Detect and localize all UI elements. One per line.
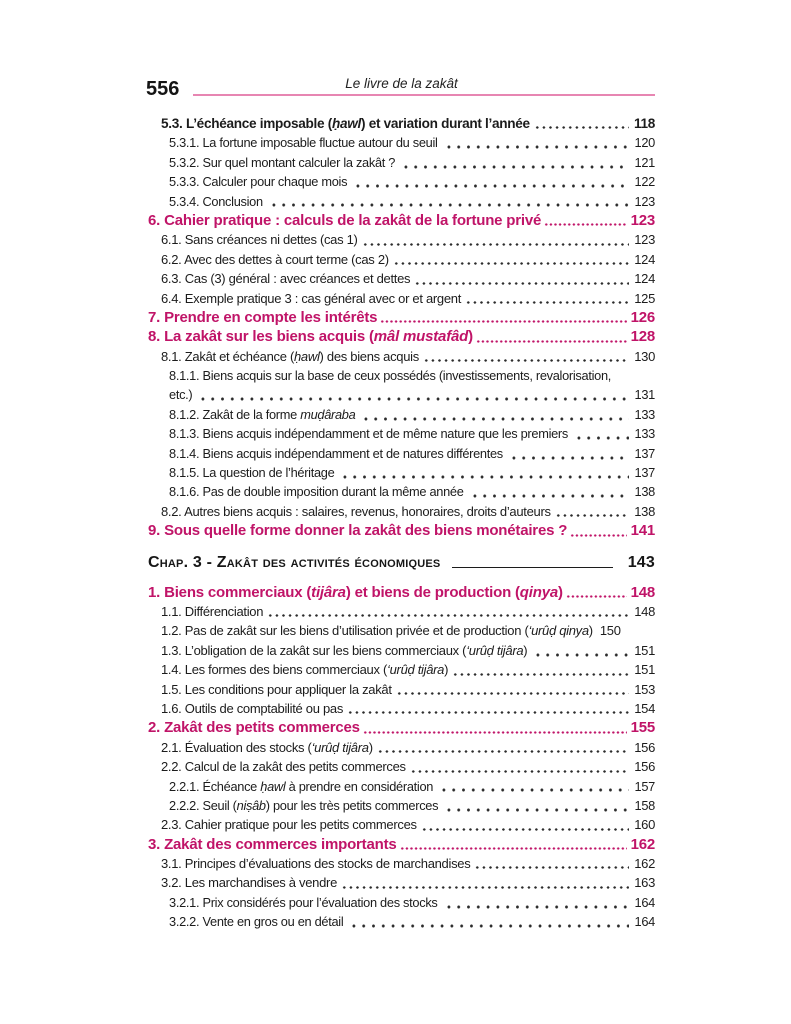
toc-entry-page: 163 bbox=[634, 875, 655, 891]
leader-dots bbox=[570, 521, 626, 540]
leader-dots bbox=[362, 230, 630, 249]
toc-entry bbox=[148, 444, 655, 463]
leader-dots bbox=[361, 405, 628, 424]
toc-entry bbox=[148, 502, 655, 521]
toc-entry-text-plain: 1.3. L’obligation de la zakât sur les biens commerciaux ( bbox=[161, 642, 467, 658]
leader-dots bbox=[509, 444, 629, 463]
toc-entry-text bbox=[169, 153, 395, 172]
toc-entry-text-plain: 1. Biens commerciaux ( bbox=[148, 583, 312, 601]
toc-entry-text bbox=[161, 347, 419, 366]
toc-entry-text bbox=[169, 444, 503, 463]
toc-entry-page: 160 bbox=[634, 817, 655, 833]
leader-dots bbox=[349, 912, 628, 931]
leader-dots bbox=[414, 269, 629, 288]
leader-dots bbox=[267, 602, 629, 621]
toc-entry bbox=[148, 854, 655, 873]
toc-entry-text bbox=[169, 482, 464, 501]
toc-entry-page: 124 bbox=[634, 251, 655, 267]
toc-entry-page: 126 bbox=[630, 308, 655, 326]
toc-entry-text-italic: ḥawl bbox=[260, 778, 286, 794]
toc-entry bbox=[148, 133, 655, 152]
toc-entry-text bbox=[169, 796, 438, 815]
toc-entry-page: 141 bbox=[630, 522, 655, 540]
toc-entry-page: 123 bbox=[634, 232, 655, 248]
toc-entry bbox=[148, 347, 655, 366]
toc-entry-text bbox=[161, 815, 417, 834]
toc-entry-text-plain: 8.2. Autres biens acquis : salaires, revenus, honoraires, droits d’auteurs bbox=[161, 503, 551, 519]
toc-entry-text-plain: 3. Zakât des commerces importants bbox=[148, 835, 397, 853]
toc-entry-text bbox=[169, 133, 438, 152]
toc-entry bbox=[148, 583, 655, 602]
toc-entry-text-plain: 1.1. Différenciation bbox=[161, 603, 264, 619]
toc-entry-text bbox=[148, 718, 360, 737]
toc-entry-page: 151 bbox=[634, 642, 655, 658]
toc-entry-page: 164 bbox=[634, 894, 655, 910]
leader-dots bbox=[353, 172, 628, 191]
toc-entry bbox=[148, 602, 655, 621]
toc-entry-page: 158 bbox=[634, 797, 655, 813]
toc-entry bbox=[148, 660, 655, 679]
leader-dots bbox=[533, 641, 628, 660]
toc-entry-text-plain: etc.) bbox=[169, 387, 193, 403]
toc-entry-text-plain: 6.2. Avec des dettes à court terme (cas 2) bbox=[161, 251, 389, 267]
leader-dots bbox=[555, 502, 630, 521]
toc-entry-text-plain: 6.1. Sans créances ni dettes (cas 1) bbox=[161, 232, 358, 248]
toc-entry-text-plain: ) pour les très petits commerces bbox=[265, 797, 439, 813]
toc-entry-page: 153 bbox=[634, 681, 655, 697]
leader-dots bbox=[474, 854, 629, 873]
leader-dots bbox=[347, 699, 629, 718]
leader-dots bbox=[400, 835, 627, 854]
toc-entry-text bbox=[161, 114, 530, 133]
toc-entry-page: 157 bbox=[634, 778, 655, 794]
leader-dots bbox=[534, 114, 629, 133]
toc-entry-text-plain: 1.5. Les conditions pour appliquer la zakât bbox=[161, 681, 392, 697]
leader-dots bbox=[423, 347, 629, 366]
header-rule bbox=[193, 94, 655, 96]
toc-entry-text bbox=[161, 738, 373, 757]
toc-entry-text bbox=[148, 521, 567, 540]
leader-dots bbox=[340, 463, 628, 482]
toc-entry bbox=[148, 250, 655, 269]
toc-entry-text-plain: ) et variation durant l’année bbox=[360, 116, 530, 131]
toc-entry-text bbox=[169, 192, 263, 211]
toc-entry-text bbox=[148, 308, 377, 327]
toc-entry-page: 120 bbox=[634, 135, 655, 151]
toc-entry-text-plain: Chap. 3 - Zakât des activités économiques bbox=[148, 553, 441, 571]
toc-entry-page: 130 bbox=[634, 348, 655, 364]
toc-entry-text bbox=[148, 583, 563, 602]
toc-entry-page: 128 bbox=[630, 328, 655, 346]
toc-entry-page: 156 bbox=[634, 739, 655, 755]
page-header bbox=[148, 76, 655, 113]
leader-dots bbox=[444, 796, 628, 815]
leader-dots bbox=[393, 250, 629, 269]
toc-entry-text-plain: 3.2.2. Vente en gros ou en détail bbox=[169, 914, 344, 930]
toc-entry bbox=[148, 153, 655, 172]
toc-entry-text-plain: 3.1. Principes d’évaluations des stocks de marchandises bbox=[161, 856, 471, 872]
toc-entry-text bbox=[161, 757, 406, 776]
toc-entry-text-plain: ) bbox=[557, 583, 563, 601]
toc-entry-text-plain: ) bbox=[444, 662, 449, 678]
toc-entry-text bbox=[161, 680, 392, 699]
toc-entry-text-plain: ) bbox=[523, 642, 528, 658]
running-title: Le livre de la zakât bbox=[345, 76, 458, 91]
toc-entry-text-plain: 6.4. Exemple pratique 3 : cas général avec or et argent bbox=[161, 290, 462, 306]
toc-entry bbox=[148, 641, 655, 660]
toc-entry-page: 148 bbox=[630, 583, 655, 601]
toc-entry-text-italic: ‘urûḍ tijâra bbox=[466, 642, 524, 658]
toc-entry bbox=[148, 327, 655, 346]
toc-entry-text-plain: 3.2.1. Prix considérés pour l’évaluation des stocks bbox=[169, 894, 438, 910]
toc-entry bbox=[148, 192, 655, 211]
toc-entry-text-plain: 8.1. Zakât et échéance ( bbox=[161, 348, 294, 364]
leader-dots bbox=[401, 153, 628, 172]
toc-entry-text bbox=[148, 327, 473, 346]
toc-entry bbox=[148, 230, 655, 249]
toc-entry-page: 125 bbox=[634, 290, 655, 306]
toc-entry bbox=[148, 172, 655, 191]
toc-entry bbox=[148, 815, 655, 834]
toc-entry-text-italic: ‘urûḍ qinya bbox=[528, 623, 589, 639]
toc-entry-text-plain: 8. La zakât sur les biens acquis ( bbox=[148, 328, 374, 346]
toc-entry-text-plain: 8.1.1. Biens acquis sur la base de ceux possédés (investissements, revalorisation, bbox=[169, 368, 612, 384]
toc-entry bbox=[148, 835, 655, 854]
toc-entry bbox=[148, 718, 655, 737]
toc-entry-text-plain: 5.3.4. Conclusion bbox=[169, 193, 263, 209]
table-of-contents bbox=[148, 114, 655, 932]
leader-dots bbox=[566, 583, 627, 602]
leader-dots bbox=[269, 192, 629, 211]
toc-entry-text-plain: 6.3. Cas (3) général : avec créances et dettes bbox=[161, 271, 411, 287]
toc-entry-page: 137 bbox=[634, 465, 655, 481]
toc-entry-text-plain: 8.1.4. Biens acquis indépendamment et de natures différentes bbox=[169, 445, 503, 461]
toc-entry-page: 156 bbox=[634, 759, 655, 775]
toc-entry-page: 138 bbox=[634, 503, 655, 519]
leader-dots bbox=[377, 738, 629, 757]
toc-entry-text bbox=[161, 502, 551, 521]
toc-entry-text-plain: 5.3.1. La fortune imposable fluctue autour du seuil bbox=[169, 135, 438, 151]
toc-entry-text bbox=[161, 602, 263, 621]
leader-dots bbox=[444, 133, 629, 152]
toc-entry-text-italic: ‘urûḍ tijâra bbox=[387, 662, 445, 678]
leader-dots bbox=[452, 660, 629, 679]
toc-entry bbox=[148, 405, 655, 424]
toc-entry-page: 133 bbox=[634, 426, 655, 442]
leader-dots bbox=[470, 482, 629, 501]
toc-entry bbox=[148, 463, 655, 482]
toc-entry-text bbox=[161, 230, 358, 249]
toc-entry-page: 133 bbox=[634, 406, 655, 422]
toc-entry-text-plain: ) des biens acquis bbox=[319, 348, 419, 364]
toc-entry-text bbox=[161, 873, 337, 892]
toc-entry-text bbox=[169, 172, 347, 191]
toc-entry-text-plain: 3.2. Les marchandises à vendre bbox=[161, 875, 337, 891]
toc-entry-page: 131 bbox=[634, 387, 655, 403]
leader-dots bbox=[363, 718, 627, 737]
toc-entry-text-plain: 8.1.2. Zakât de la forme bbox=[169, 406, 301, 422]
toc-entry-text-italic: ‘urûḍ tijâra bbox=[311, 739, 369, 755]
toc-entry bbox=[148, 621, 655, 640]
toc-entry bbox=[148, 912, 655, 931]
toc-entry-page: 138 bbox=[634, 484, 655, 500]
toc-entry-text bbox=[161, 289, 461, 308]
leader-dots bbox=[465, 289, 629, 308]
toc-entry-page: 123 bbox=[630, 211, 655, 229]
toc-entry-text-italic: ḥawl bbox=[294, 348, 320, 364]
toc-entry-text-plain: 5.3. L’échéance imposable ( bbox=[161, 116, 332, 131]
toc-entry bbox=[148, 893, 655, 912]
toc-entry-text-plain: 5.3.2. Sur quel montant calculer la zakât ? bbox=[169, 154, 396, 170]
toc-entry-text-plain: 5.3.3. Calculer pour chaque mois bbox=[169, 174, 348, 190]
toc-entry-text-plain: 8.1.5. La question de l’héritage bbox=[169, 465, 335, 481]
leader-dots bbox=[574, 424, 629, 443]
toc-entry-text bbox=[148, 835, 397, 854]
toc-entry bbox=[148, 308, 655, 327]
toc-entry-page: 155 bbox=[630, 719, 655, 737]
toc-entry-page: 122 bbox=[634, 174, 655, 190]
toc-entry-text bbox=[169, 366, 611, 385]
toc-entry-text-plain: 2.2.2. Seuil ( bbox=[169, 797, 237, 813]
toc-entry-text-plain: ) bbox=[588, 623, 593, 639]
leader-dots bbox=[396, 680, 630, 699]
toc-entry-page: 124 bbox=[634, 271, 655, 287]
toc-entry bbox=[148, 424, 655, 443]
toc-entry bbox=[148, 385, 655, 404]
toc-entry-page: 154 bbox=[634, 700, 655, 716]
toc-entry-text bbox=[169, 893, 438, 912]
toc-entry-page: 162 bbox=[630, 835, 655, 853]
toc-entry bbox=[148, 211, 655, 230]
toc-entry-text-plain: 1.2. Pas de zakât sur les biens d’utilisation privée et de production ( bbox=[161, 623, 529, 639]
toc-entry-text bbox=[169, 405, 355, 424]
toc-entry-text-italic: muḍâraba bbox=[300, 406, 356, 422]
leader-dots bbox=[476, 327, 627, 346]
toc-entry-text-plain: 8.1.3. Biens acquis indépendamment et de même nature que les premiers bbox=[169, 426, 568, 442]
toc-entry-text-plain: 9. Sous quelle forme donner la zakât des biens monétaires ? bbox=[148, 522, 568, 540]
leader-dots bbox=[198, 385, 628, 404]
toc-entry-text-plain: 2.1. Évaluation des stocks ( bbox=[161, 739, 312, 755]
toc-entry-text-plain: 1.4. Les formes des biens commerciaux ( bbox=[161, 662, 388, 678]
leader-dots bbox=[444, 893, 629, 912]
leader-dots bbox=[439, 777, 628, 796]
toc-entry-text-plain: 8.1.6. Pas de double imposition durant la même année bbox=[169, 484, 464, 500]
toc-entry bbox=[148, 289, 655, 308]
toc-entry-text-plain: ) bbox=[468, 328, 473, 346]
toc-entry-text bbox=[169, 385, 192, 404]
toc-entry-page: 118 bbox=[633, 116, 655, 131]
toc-entry-text-italic: niṣâb bbox=[236, 797, 266, 813]
toc-entry-text bbox=[161, 269, 410, 288]
toc-entry-text-plain: à prendre en considération bbox=[285, 778, 434, 794]
toc-entry bbox=[148, 738, 655, 757]
toc-entry-page: 164 bbox=[634, 914, 655, 930]
toc-chapter-entry bbox=[148, 552, 655, 573]
toc-entry bbox=[148, 521, 655, 540]
toc-entry-page: 121 bbox=[634, 154, 655, 170]
leader-dots bbox=[410, 757, 629, 776]
toc-entry bbox=[148, 114, 655, 133]
toc-entry-text-plain: 6. Cahier pratique : calculs de la zakât de la fortune privé bbox=[148, 211, 542, 229]
toc-entry-page: 150 bbox=[599, 623, 621, 639]
toc-entry-text-plain: ) et biens de production ( bbox=[345, 583, 520, 601]
toc-entry-text-plain: 1.6. Outils de comptabilité ou pas bbox=[161, 700, 344, 716]
toc-entry-text bbox=[169, 463, 334, 482]
toc-entry-text-plain: 7. Prendre en compte les intérêts bbox=[148, 308, 378, 326]
toc-entry bbox=[148, 482, 655, 501]
leader-rule bbox=[452, 567, 612, 568]
toc-entry-text bbox=[161, 660, 448, 679]
toc-entry-text bbox=[161, 699, 343, 718]
toc-entry-text bbox=[148, 211, 541, 230]
toc-entry bbox=[148, 873, 655, 892]
toc-entry-text-italic: ḥawl bbox=[331, 116, 361, 131]
leader-dots bbox=[380, 308, 626, 327]
toc-entry-text-plain: 2.2.1. Échéance bbox=[169, 778, 261, 794]
toc-entry-text-plain: 2.2. Calcul de la zakât des petits commerces bbox=[161, 759, 406, 775]
toc-entry bbox=[148, 796, 655, 815]
toc-entry bbox=[148, 269, 655, 288]
toc-entry-text bbox=[161, 854, 470, 873]
toc-entry-text-italic: mâl mustafâd bbox=[373, 328, 469, 346]
toc-entry-text-plain: 2. Zakât des petits commerces bbox=[148, 719, 360, 737]
toc-entry-text-italic: qinya bbox=[519, 583, 558, 601]
toc-entry-text-italic: tijâra bbox=[311, 583, 346, 601]
toc-entry-page: 123 bbox=[634, 193, 655, 209]
leader-dots bbox=[341, 873, 629, 892]
toc-entry-text bbox=[169, 424, 568, 443]
toc-entry-page: 143 bbox=[627, 553, 655, 571]
toc-entry-page: 151 bbox=[634, 662, 655, 678]
toc-entry bbox=[148, 777, 655, 796]
toc-entry-text bbox=[169, 912, 343, 931]
leader-dots bbox=[421, 815, 629, 834]
toc-entry-page: 137 bbox=[634, 445, 655, 461]
toc-entry-page: 148 bbox=[634, 603, 655, 619]
page-number: 556 bbox=[146, 78, 180, 100]
toc-entry-text bbox=[148, 552, 440, 573]
toc-entry-page: 162 bbox=[634, 856, 655, 872]
leader-dots bbox=[544, 211, 626, 230]
toc-entry bbox=[148, 757, 655, 776]
toc-entry-text bbox=[169, 777, 433, 796]
toc-entry-text-plain: ) bbox=[368, 739, 373, 755]
toc-entry bbox=[148, 699, 655, 718]
toc-entry-text bbox=[161, 621, 593, 640]
toc-entry-text-plain: 2.3. Cahier pratique pour les petits commerces bbox=[161, 817, 417, 833]
toc-entry-text bbox=[161, 641, 527, 660]
toc-entry-text bbox=[161, 250, 389, 269]
toc-entry bbox=[148, 680, 655, 699]
toc-entry bbox=[148, 366, 655, 385]
